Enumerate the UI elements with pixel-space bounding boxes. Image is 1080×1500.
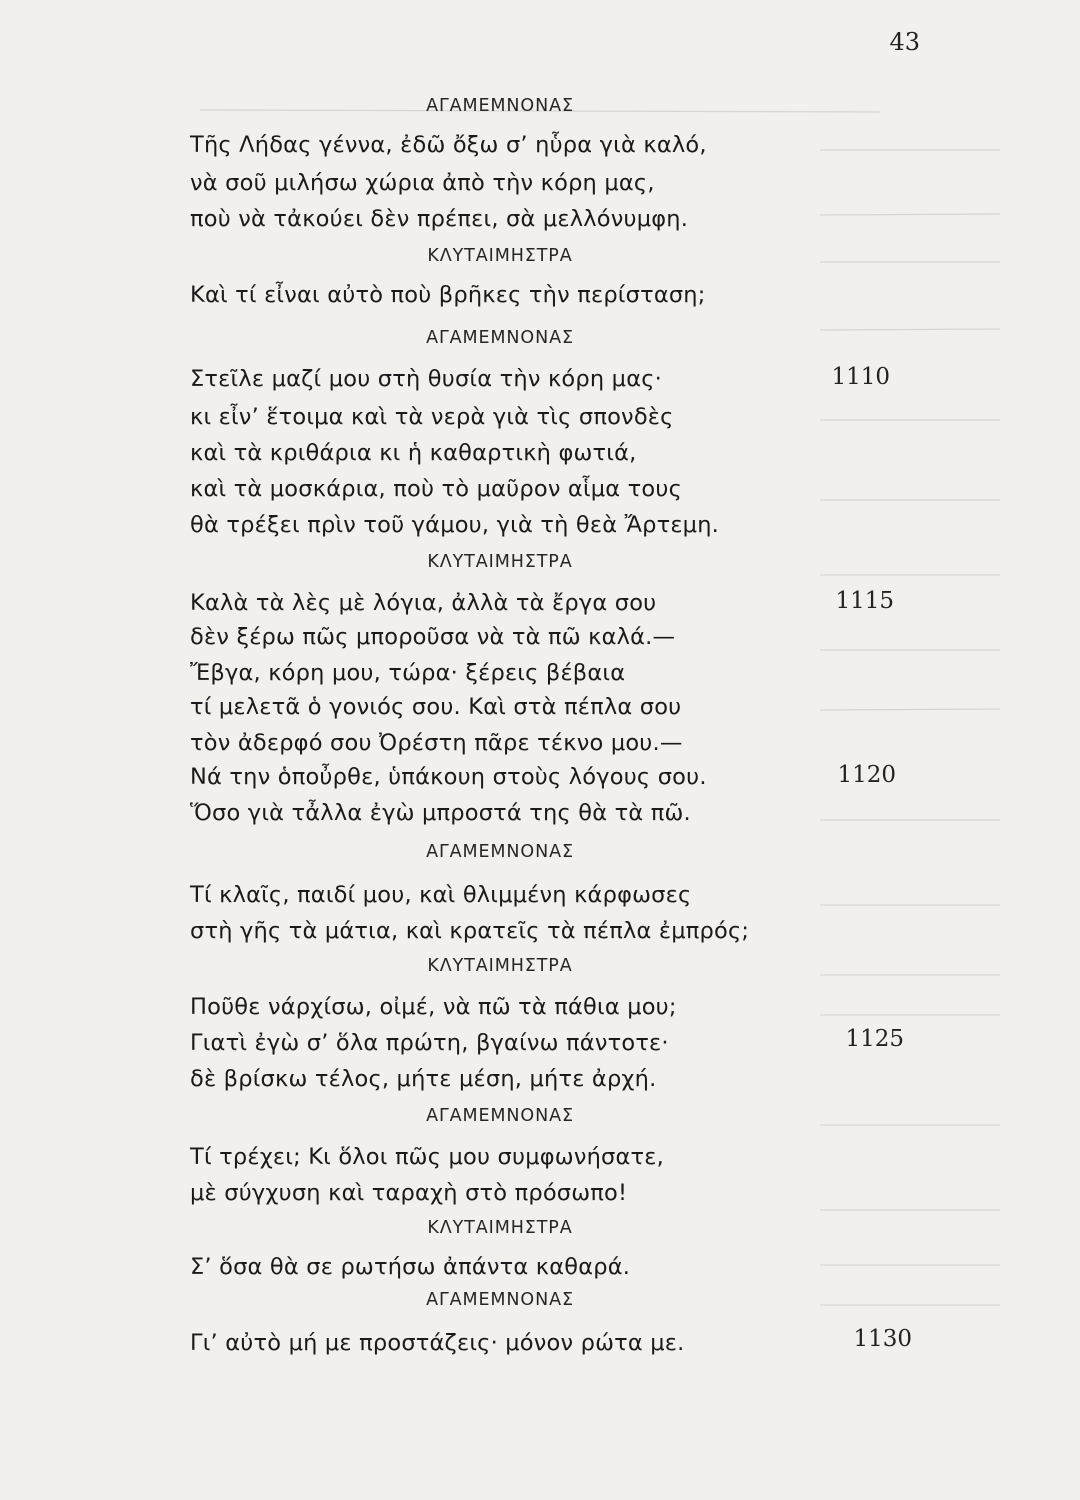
verse-line: στὴ γῆς τὰ μάτια, καὶ κρατεῖς τὰ πέπλα ἐμπρός; xyxy=(190,918,750,944)
line-number: 1130 xyxy=(853,1326,912,1352)
speaker-heading: ΑΓΑΜΕΜΝΟΝΑΣ xyxy=(426,842,574,862)
speaker-heading: ΑΓΑΜΕΜΝΟΝΑΣ xyxy=(426,96,574,116)
verse-line: Ὅσο γιὰ τἆλλα ἐγὼ μπροστά της θὰ τὰ πῶ. xyxy=(190,800,691,826)
speaker-heading: ΑΓΑΜΕΜΝΟΝΑΣ xyxy=(426,328,574,348)
speaker-heading: ΑΓΑΜΕΜΝΟΝΑΣ xyxy=(426,1290,574,1310)
verse-line: μὲ σύγχυση καὶ ταραχὴ στὸ πρόσωπο! xyxy=(190,1180,628,1206)
verse-line: νὰ σοῦ μιλήσω χώρια ἀπὸ τὴν κόρη μας, xyxy=(190,170,655,196)
speaker-heading: ΚΛΥΤΑΙΜΗΣΤΡΑ xyxy=(427,246,573,266)
verse-line: Ποῦθε νάρχίσω, οἰμέ, νὰ πῶ τὰ πάθια μου; xyxy=(190,994,677,1020)
verse-line: καὶ τὰ μοσκάρια, ποὺ τὸ μαῦρον αἷμα τους xyxy=(190,476,683,502)
verse-line: Καλὰ τὰ λὲς μὲ λόγια, ἀλλὰ τὰ ἔργα σου xyxy=(190,590,657,616)
verse-line: θὰ τρέξει πρὶν τοῦ γάμου, γιὰ τὴ θεὰ Ἄρτεμη. xyxy=(190,512,720,538)
verse-line: Γι’ αὐτὸ μή με προστάζεις· μόνον ρώτα με. xyxy=(190,1330,685,1356)
verse-line: Καὶ τί εἶναι αὐτὸ ποὺ βρῆκες τὴν περίσταση; xyxy=(190,282,706,308)
line-number: 1110 xyxy=(831,364,890,390)
verse-line: τὸν ἀδερφό σου Ὀρέστη πᾶρε τέκνο μου.— xyxy=(190,730,683,756)
verse-line: Νά την ὁποὖρθε, ὑπάκουη στοὺς λόγους σου. xyxy=(190,764,707,790)
verse-line: Τί κλαῖς, παιδί μου, καὶ θλιμμένη κάρφωσες xyxy=(190,882,692,908)
verse-line: καὶ τὰ κριθάρια κι ἡ καθαρτικὴ φωτιά, xyxy=(190,440,637,466)
page-number: 43 xyxy=(889,28,920,56)
line-number: 1120 xyxy=(837,762,896,788)
speaker-heading: ΚΛΥΤΑΙΜΗΣΤΡΑ xyxy=(427,956,573,976)
verse-line: δὲν ξέρω πῶς μποροῦσα νὰ τὰ πῶ καλά.— xyxy=(190,624,676,650)
speaker-heading: ΑΓΑΜΕΜΝΟΝΑΣ xyxy=(426,1106,574,1126)
verse-line: τί μελετᾶ ὁ γονιός σου. Καὶ στὰ πέπλα σου xyxy=(190,694,682,720)
line-number: 1115 xyxy=(835,588,894,614)
verse-line: Τῆς Λήδας γέννα, ἐδῶ ὄξω σ’ ηὗρα γιὰ καλό, xyxy=(190,132,707,158)
verse-line: ποὺ νὰ τἀκούει δὲν πρέπει, σὰ μελλόνυμφη. xyxy=(190,206,689,232)
verse-line: Σ’ ὅσα θὰ σε ρωτήσω ἀπάντα καθαρά. xyxy=(190,1254,631,1280)
speaker-heading: ΚΛΥΤΑΙΜΗΣΤΡΑ xyxy=(427,552,573,572)
verse-line: Γιατὶ ἐγὼ σ’ ὅλα πρώτη, βγαίνω πάντοτε· xyxy=(190,1030,669,1056)
verse-line: Τί τρέχει; Κι ὅλοι πῶς μου συμφωνήσατε, xyxy=(190,1144,664,1170)
verse-line: δὲ βρίσκω τέλος, μήτε μέση, μήτε ἀρχή. xyxy=(190,1066,657,1092)
speaker-heading: ΚΛΥΤΑΙΜΗΣΤΡΑ xyxy=(427,1218,573,1238)
verse-line: Ἔβγα, κόρη μου, τώρα· ξέρεις βέβαια xyxy=(190,660,626,686)
verse-line: Στεῖλε μαζί μου στὴ θυσία τὴν κόρη μας· xyxy=(190,366,662,392)
line-number: 1125 xyxy=(845,1026,904,1052)
verse-line: κι εἶν’ ἕτοιμα καὶ τὰ νερὰ γιὰ τὶς σπονδὲς xyxy=(190,404,674,430)
